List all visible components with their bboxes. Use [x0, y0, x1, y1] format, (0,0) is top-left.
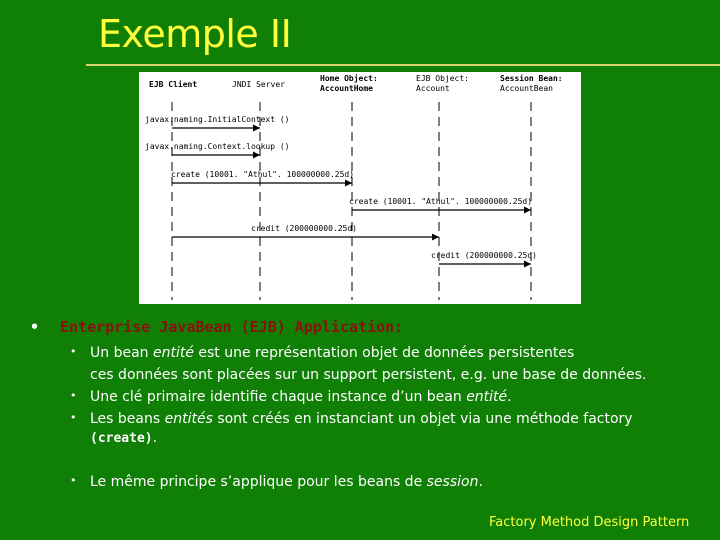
sub-bullet-4-text: Le même principe s’applique pour les beans de session. — [90, 474, 483, 490]
participant-ejb-client: EJB Client — [149, 80, 198, 89]
participant-ejb-object-name: Account — [416, 84, 450, 93]
bullet-dot-icon: • — [70, 411, 77, 424]
sub-bullet-2-text: Une clé primaire identifie chaque instance d’un bean entité. — [90, 389, 512, 405]
participant-ejb-object: EJB Object: — [416, 74, 469, 83]
participant-jndi-server: JNDI Server — [232, 80, 285, 89]
slide-title: Exemple II — [98, 12, 292, 56]
sequence-diagram-svg — [139, 72, 581, 304]
message-label-create-bean: create (10001. "Athul". 100000000.25d) — [349, 197, 533, 206]
sub-bullet-1-text: Un bean entité est une représentation objet de données persistentes — [90, 345, 575, 361]
slide-footer: Factory Method Design Pattern — [489, 515, 690, 530]
participant-home-object-name: AccountHome — [320, 84, 373, 93]
message-label-create-home: create (10001. "Athul". 100000000.25d) — [171, 170, 355, 179]
participant-session-bean-name: AccountBean — [500, 84, 553, 93]
message-label-credit-object: credit (200000000.25d) — [251, 224, 357, 233]
sub-bullet-1-text-line2: ces données sont placées sur un support persistent, e.g. une base de données. — [90, 367, 647, 383]
sub-bullet-3-text-line2: (create). — [90, 430, 158, 446]
participant-home-object: Home Object: — [320, 74, 378, 83]
message-label-initialcontext: javax.naming.InitialContext () — [145, 115, 290, 124]
bullet-dot-icon: • — [30, 318, 40, 336]
message-label-lookup: javax.naming.Context.lookup () — [145, 142, 290, 151]
bullet-dot-icon: • — [70, 389, 77, 402]
participant-session-bean: Session Bean: — [500, 74, 563, 83]
bullet-dot-icon: • — [70, 345, 77, 358]
title-divider — [86, 64, 720, 66]
factory-method-code: (create) — [90, 431, 153, 446]
sequence-diagram — [139, 72, 581, 304]
message-label-credit-bean: credit (200000000.25d) — [431, 251, 537, 260]
main-bullet-text: Enterprise JavaBean (EJB) Application: — [60, 318, 404, 336]
bullet-dot-icon: • — [70, 474, 77, 487]
sub-bullet-3-text: Les beans entités sont créés en instanciant un objet via une méthode factory — [90, 411, 633, 427]
